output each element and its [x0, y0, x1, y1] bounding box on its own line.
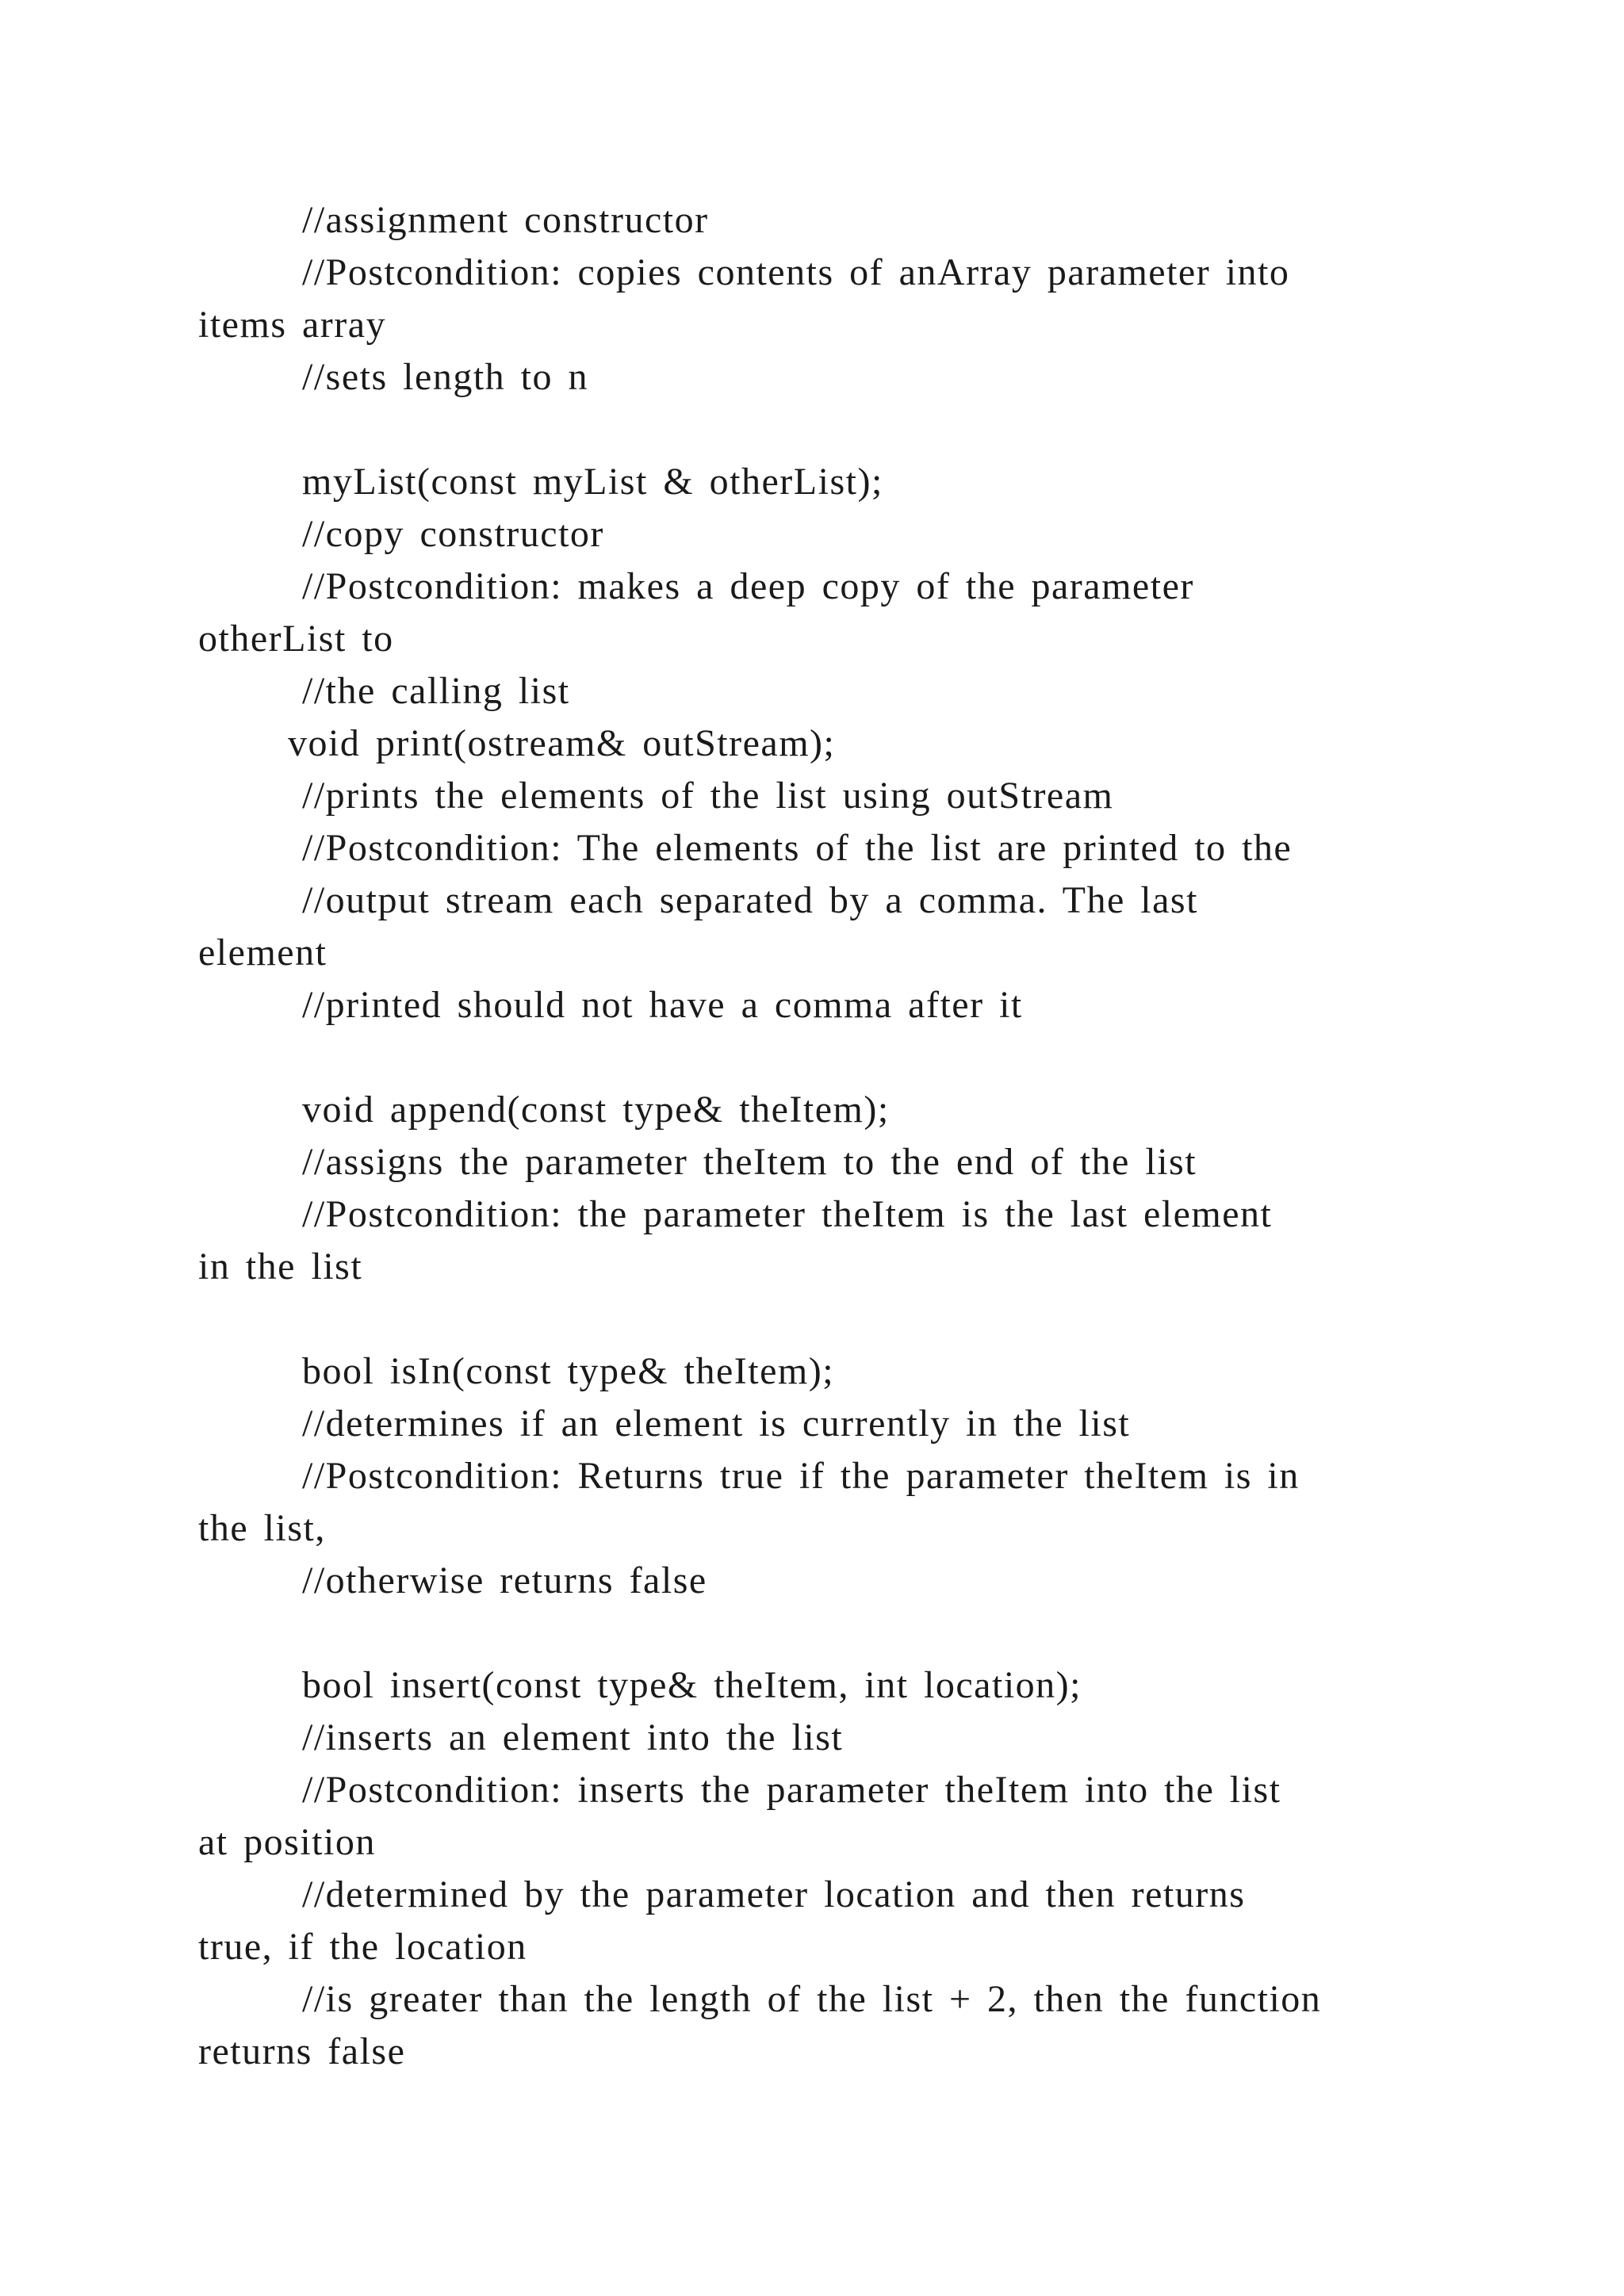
comment-output-stream: //output stream each separated by a comma. The last — [302, 879, 1198, 921]
comment-no-trailing-comma: //printed should not have a comma after it — [302, 984, 1023, 1026]
comment-calling-list: //the calling list — [302, 670, 570, 712]
comment-postcondition-copy-wrap: otherList to — [198, 618, 394, 660]
comment-postcondition-isin-wrap: the list, — [198, 1507, 326, 1549]
comment-postcondition-insert-wrap: at position — [198, 1821, 376, 1863]
comment-postcondition-print: //Postcondition: The elements of the list are printed to the — [302, 827, 1293, 869]
comment-postcondition-copy: //Postcondition: makes a deep copy of the parameter — [302, 565, 1194, 607]
comment-postcondition-assignment: //Postcondition: copies contents of anArray parameter into — [302, 251, 1290, 293]
comment-output-stream-wrap: element — [198, 932, 327, 974]
comment-otherwise-false: //otherwise returns false — [302, 1559, 707, 1601]
code-insert-declaration: bool insert(const type& theItem, int location); — [302, 1664, 1082, 1706]
comment-postcondition-isin: //Postcondition: Returns true if the parameter theItem is in — [302, 1455, 1300, 1497]
comment-copy-constructor: //copy constructor — [302, 513, 604, 555]
comment-assignment-constructor: //assignment constructor — [302, 199, 709, 241]
comment-determined-by-location: //determined by the parameter location and then returns — [302, 1873, 1246, 1915]
code-copy-constructor-declaration: myList(const myList & otherList); — [302, 461, 883, 503]
code-print-declaration: void print(ostream& outStream); — [288, 722, 836, 764]
comment-postcondition-assignment-wrap: items array — [198, 304, 387, 346]
comment-determines-element: //determines if an element is currently in the list — [302, 1402, 1131, 1445]
comment-assigns-parameter: //assigns the parameter theItem to the end of the list — [302, 1141, 1197, 1183]
comment-determined-by-location-wrap: true, if the location — [198, 1926, 527, 1968]
comment-prints-elements: //prints the elements of the list using outStream — [302, 775, 1114, 817]
comment-greater-than-length: //is greater than the length of the list + 2, then the function — [302, 1978, 1322, 2020]
code-append-declaration: void append(const type& theItem); — [302, 1089, 890, 1131]
comment-greater-than-length-wrap: returns false — [198, 2030, 406, 2072]
comment-postcondition-append-wrap: in the list — [198, 1246, 363, 1288]
code-isin-declaration: bool isIn(const type& theItem); — [302, 1350, 835, 1392]
comment-inserts-element: //inserts an element into the list — [302, 1716, 844, 1758]
comment-postcondition-insert: //Postcondition: inserts the parameter theItem into the list — [302, 1769, 1281, 1811]
comment-sets-length: //sets length to n — [302, 356, 588, 398]
comment-postcondition-append: //Postcondition: the parameter theItem is the last element — [302, 1193, 1273, 1235]
